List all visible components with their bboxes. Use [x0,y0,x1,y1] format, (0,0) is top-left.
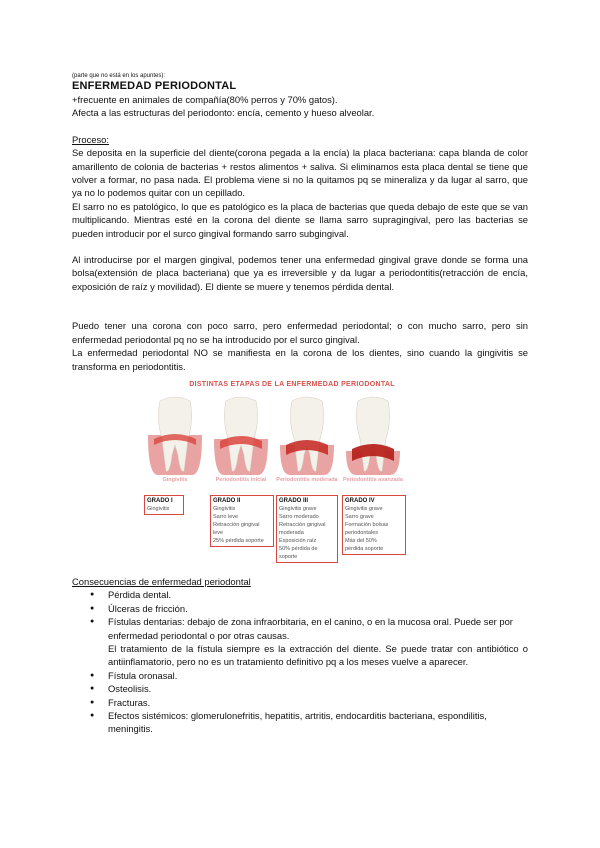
process-paragraph-5: La enfermedad periodontal NO se manifiesta en la corona de los dientes, sino cuando la gingivitis se transforma en periodontitis. [72,347,528,372]
stage-label-gingivitis: Gingivitis [162,476,188,483]
process-paragraph-2: El sarro no es patológico, lo que es patológico es la placa de bacterias que queda debajo de este que se van multiplicando. Mientras esté en la corona del diente se llama sarro supragingival, pero las bacterias se pueden introducir por el surco gingival formando sarro subgingival. [72,200,528,239]
list-item [108,615,528,669]
grade-box-3 [276,495,338,563]
grade-line: 50% pérdida de soporte [279,545,318,560]
stage-label-moderate: Periodontitis moderada [276,476,338,483]
document-title: ENFERMEDAD PERIODONTAL [72,80,237,92]
grade-line: Retracción gingival leve [213,521,260,536]
process-paragraph-1: Se deposita en la superficie del diente(corona pegada a la encía) la placa bacteriana: capa blanda de color amarillento de colonia de bacterias + restos alimentos + saliva. Si eliminamos esta placa dental se tiene que volver a formar, no pasa nada. El problema viene si no la quitamos pq se mineraliza y da lugar al sarro, que ya no lo podemos quitar con un cepillado. [72,147,528,199]
list-item-text: Fístulas dentarias: debajo de zona infraorbitaria, en el canino, o en la mucosa oral. Puede ser por enfermedad periodontal o por otras causas. [108,616,513,641]
grade-line: Sarro grave [345,513,374,520]
periodontal-stages-figure [142,381,442,567]
grade-line: pérdida soporte [345,545,384,552]
grade-line: Más del 50% [345,537,377,544]
grade-line: Gingivitis [147,505,170,512]
tooth-moderate-periodontitis-illustration [278,395,336,475]
fistula-treatment-note: El tratamiento de la fístula siempre es la extracción del diente. Se puede tratar con antibiótico o antiinflamatorio, pero no es un tratamiento definitivo pq a los meses vuelve a aparecer. [108,642,528,668]
grade-name: GRADO II [213,497,241,504]
list-item: ● Úlceras de fricción. [108,602,528,615]
grade-name: GRADO IV [345,497,375,504]
consequences-heading: Consecuencias de enfermedad periodontal [72,575,251,587]
list-item: ● Fracturas. [108,696,528,709]
grade-line: Formación bolsas periodontales [345,521,389,536]
list-item: ● Efectos sistémicos: glomerulonefritis, hepatitis, artritis, endocarditis bacteriana, espondilitis, meningitis. [108,709,528,736]
tooth-advanced-periodontitis-illustration [344,395,402,475]
grade-line: Gingivitis grave [279,505,317,512]
grade-line: Gingivitis [213,505,236,512]
tooth-initial-periodontitis-illustration [212,395,270,475]
tooth-gingivitis-illustration [146,395,204,475]
grade-line: Retracción gingival moderada [279,521,326,536]
list-item: ● Fístula oronasal. [108,669,528,682]
grade-box-1 [144,495,184,515]
consequences-list [72,588,528,735]
grade-box-4 [342,495,406,555]
grade-box-2 [210,495,274,547]
process-heading: Proceso: [72,133,109,145]
stage-label-advanced: Periodontitis avanzada [343,476,403,483]
grade-name: GRADO I [147,497,173,504]
grade-line: 25% pérdida soporte [213,537,264,544]
header-note: (parte que no está en los apuntes): [72,73,166,79]
process-paragraph-3: Al introducirse por el margen gingival, podemos tener una enfermedad gingival grave donde se forma una bolsa(extensión de placa bacteriana) que ya es irreversible y da lugar a periodontitis(retracción de encía, exposición de raíz y movilidad). El diente se muere y tenemos pérdida dental. [72,254,528,292]
grade-line: Sarro leve [213,513,239,520]
intro-line-2: Afecta a las estructuras del periodonto: encía, cemento y hueso alveolar. [72,107,375,119]
grade-line: Exposición raíz [279,537,317,544]
grade-name: GRADO III [279,497,309,504]
grade-line: Gingivitis grave [345,505,383,512]
grade-line: Sarro moderado [279,513,319,520]
list-item: ● Osteolisis. [108,682,528,695]
stage-label-initial: Periodontitis inicial [215,476,267,483]
figure-title: DISTINTAS ETAPAS DE LA ENFERMEDAD PERIODONTAL [189,380,395,388]
document-page [72,72,528,736]
process-paragraph-4: Puedo tener una corona con poco sarro, pero enfermedad periodontal; o con mucho sarro, pero sin enfermedad periodontal pq no se ha introducido por el surco gingival. [72,320,528,345]
list-item: ● Pérdida dental. [108,588,528,601]
intro-line-1: +frecuente en animales de compañía(80% perros y 70% gatos). [72,94,338,105]
